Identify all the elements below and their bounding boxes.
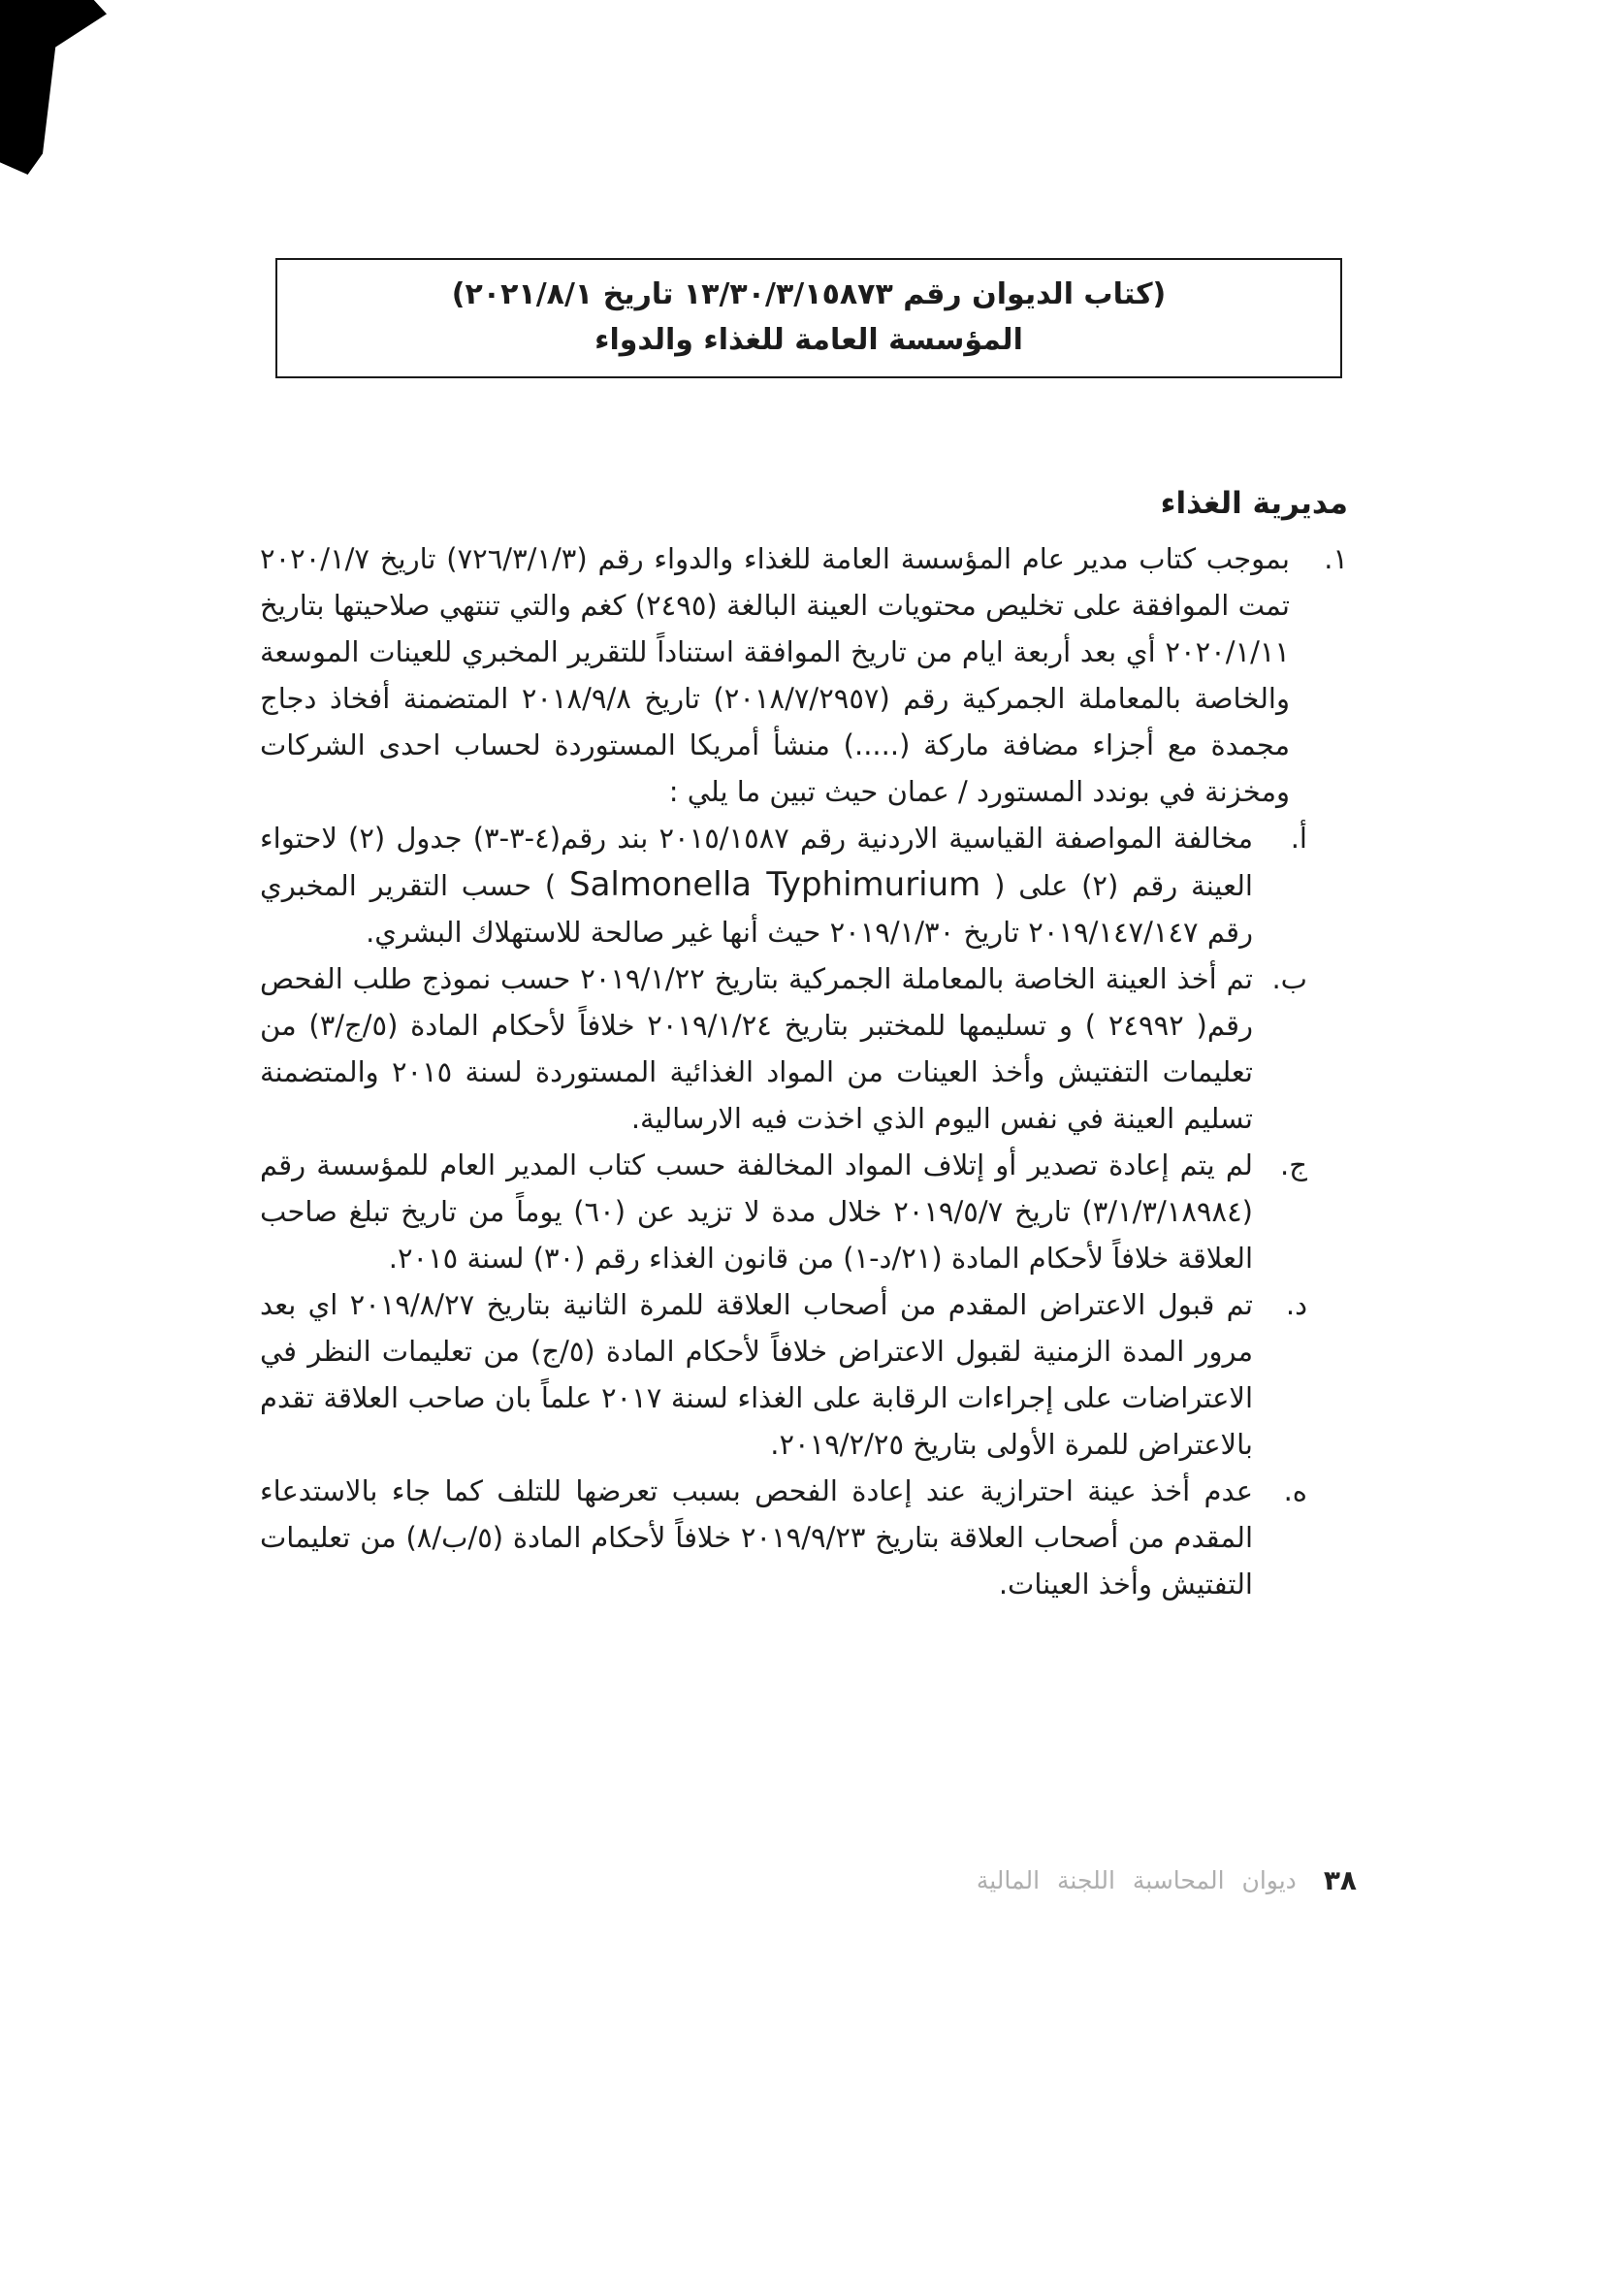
- latin-term: Salmonella Typhimurium: [569, 865, 981, 904]
- item-1-number: ١.: [1324, 542, 1348, 575]
- document-body: [260, 483, 1348, 1607]
- sub-item-d: [260, 1281, 1348, 1468]
- sub-item-d-text: تم قبول الاعتراض المقدم من أصحاب العلاقة للمرة الثانية بتاريخ ٢٠١٩/٨/٢٧ اي بعد مرور المدة الزمنية لقبول الاعتراض خلافاً لأحكام المادة (٥/ج) من تعليمات النظر في الاعتراضات على إجراءات الرقابة على الغذاء لسنة ٢٠١٧ علماً بان صاحب العلاقة تقدم بالاعتراض للمرة الأولى بتاريخ ٢٠١٩/٢/٢٥.: [260, 1288, 1254, 1461]
- section-title: مديرية الغذاء: [1160, 486, 1348, 521]
- sub-item-b-letter: ب.: [1271, 962, 1307, 995]
- sub-item-b: [260, 955, 1348, 1142]
- sub-item-h-text: عدم أخذ عينة احترازية عند إعادة الفحص بسبب تعرضها للتلف كما جاء بالاستدعاء المقدم من أصحاب العلاقة بتاريخ ٢٠١٩/٩/٢٣ خلافاً لأحكام المادة (٥/ب/٨) من تعليمات التفتيش وأخذ العينات.: [260, 1474, 1253, 1601]
- sub-item-a: [260, 815, 1348, 955]
- scan-artifact-icon: [0, 0, 107, 175]
- page-footer: [977, 1864, 1357, 1896]
- sub-item-d-letter: د.: [1285, 1288, 1307, 1321]
- header-box: [275, 258, 1342, 378]
- sub-item-h-letter: ه.: [1283, 1474, 1307, 1507]
- header-reference-line: (كتاب الديوان رقم ١٣/٣٠/٣/١٥٨٧٣ تاريخ ٢٠٢١/٨/١): [451, 277, 1167, 311]
- sub-item-j-letter: ج.: [1280, 1148, 1307, 1181]
- numbered-item-1: [260, 535, 1348, 815]
- footer-watermark: ديوان المحاسبة اللجنة المالية: [976, 1866, 1297, 1894]
- header-organization-line: المؤسسة العامة للغذاء والدواء: [594, 323, 1023, 357]
- sub-item-b-text: تم أخذ العينة الخاصة بالمعاملة الجمركية بتاريخ ٢٠١٩/١/٢٢ حسب نموذج طلب الفحص رقم( ٢٤٩٩٢ ) و تسليمها للمختبر بتاريخ ٢٠١٩/١/٢٤ خلافاً لأحكام المادة (٥/ج/٣) من تعليمات التفتيش وأخذ العينات من المواد الغذائية المستوردة لسنة ٢٠١٥ والمتضمنة تسليم العينة في نفس اليوم الذي اخذت فيه الارسالية.: [260, 962, 1253, 1135]
- sub-item-j-text: لم يتم إعادة تصدير أو إتلاف المواد المخالفة حسب كتاب المدير العام للمؤسسة رقم (٣/١/٣/١٨٩٨٤) تاريخ ٢٠١٩/٥/٧ خلال مدة لا تزيد عن (٦٠) يوماً من تاريخ تبلغ صاحب العلاقة خلافاً لأحكام المادة (٢١/د-١) من قانون الغذاء رقم (٣٠) لسنة ٢٠١٥.: [260, 1148, 1253, 1275]
- item-1-text: بموجب كتاب مدير عام المؤسسة العامة للغذاء والدواء رقم (٧٢٦/٣/١/٣) تاريخ ٢٠٢٠/١/٧ تمت الموافقة على تخليص محتويات العينة البالغة (٢٤٩٥) كغم والتي تنتهي صلاحيتها بتاريخ ٢٠٢٠/١/١١ أي بعد أربعة ايام من تاريخ الموافقة استناداً للتقرير المخبري للعينات الموسعة والخاصة بالمعاملة الجمركية رقم (٢٠١٨/٧/٢٩٥٧) تاريخ ٢٠١٨/٩/٨ المتضمنة أفخاذ دجاج مجمدة مع أجزاء مضافة ماركة (.....) منشأ أمريكا المستوردة لحساب احدى الشركات ومخزنة في بوندد المستورد / عمان حيث تبين ما يلي :: [260, 542, 1290, 808]
- sub-item-a-text-before: مخالفة المواصفة القياسية الاردنية رقم ٢٠١٥/١٥٨٧ بند رقم(٤-٣-٣) جدول (٢) لاحتواء العينة رقم (٢) على (: [260, 822, 1253, 902]
- sub-item-a-letter: أ.: [1290, 822, 1307, 855]
- sub-item-h: [260, 1468, 1348, 1607]
- sub-item-a-text: [260, 815, 1253, 955]
- sub-item-a-text-after: ) حسب التقرير المخبري رقم ٢٠١٩/١٤٧/١٤٧ تاريخ ٢٠١٩/١/٣٠ حيث أنها غير صالحة للاستهلاك البشري.: [260, 869, 1253, 949]
- page-number: ٣٨: [1323, 1864, 1357, 1896]
- sub-item-j: [260, 1142, 1348, 1281]
